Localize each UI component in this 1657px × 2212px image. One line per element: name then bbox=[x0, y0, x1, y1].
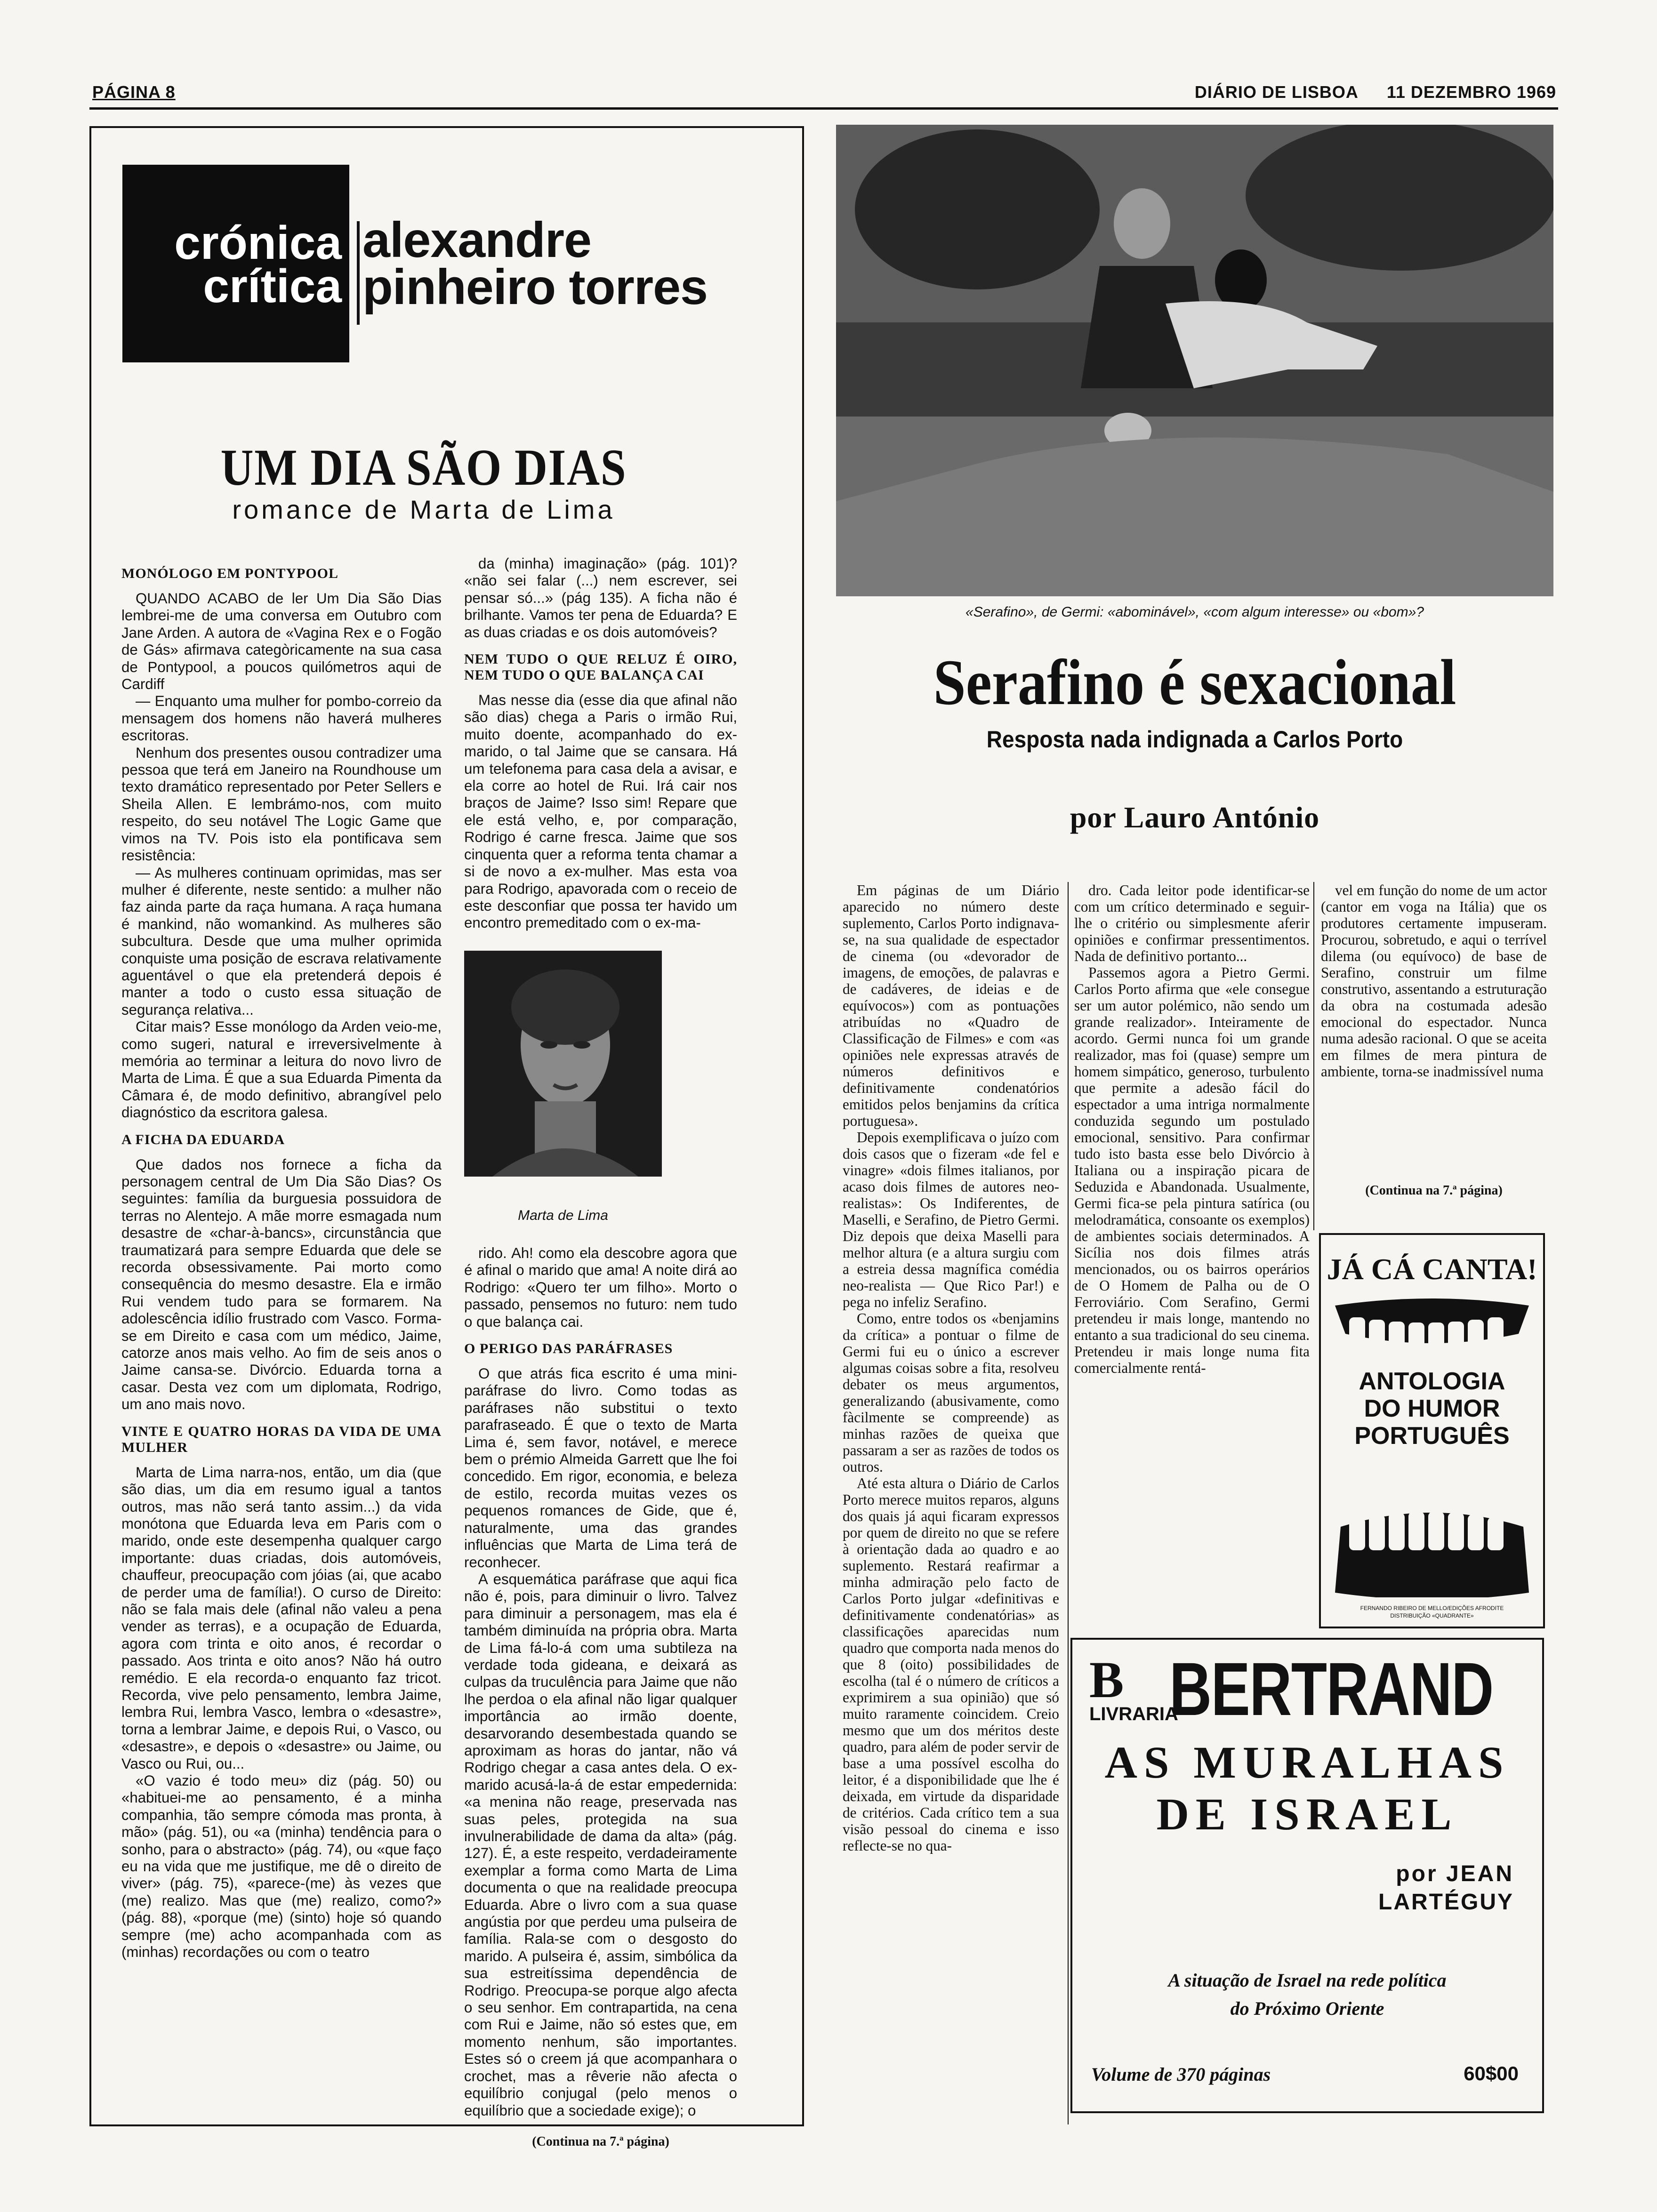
film-still-caption: «Serafino», de Germi: «abominável», «com algum interesse» ou «bom»? bbox=[965, 604, 1424, 620]
left-column-1 bbox=[121, 555, 442, 1961]
ad-distributor: DISTRIBUIÇÃO «QUADRANTE» bbox=[1390, 1612, 1474, 1619]
paragraph: Depois exemplificava o juízo com dois casos que o fizeram «de fel e vinagre» «dois filmes italianos, por acaso dois filmes de autores neo-realistas»: Os Indiferentes, de Maselli, e Serafino, de Pietro Germi. Diz depois que deixa Maselli para melhor altura (e a altura surgiu com a estreia dessa magnífica comédia neo-realista — Que Rico Par!) e pega no infeliz Serafino. bbox=[843, 1129, 1059, 1310]
ad-headline: JÁ CÁ CANTA! bbox=[1327, 1252, 1537, 1286]
bertrand-logo-mark: B bbox=[1089, 1651, 1124, 1708]
paragraph: Como, entre todos os «benjamins da crítica» a pontuar o filme de Germi fui eu o único a escrever algumas coisas sobre a fita, resolveu debater os meus argumentos, generalizando (abusivamente, como fàcilmente se compreende) as minhas razões de queixa que passaram a ser as razões de todos os outros. bbox=[843, 1310, 1059, 1475]
ad-fine-print bbox=[1321, 1604, 1543, 1619]
bertrand-brand: BERTRAND bbox=[1169, 1647, 1493, 1731]
newspaper-header bbox=[1195, 82, 1556, 102]
header-rule bbox=[89, 107, 1558, 110]
book-title-line-1: AS MURALHAS bbox=[1104, 1737, 1510, 1787]
review-column-3 bbox=[1321, 882, 1547, 1080]
section-heading: VINTE E QUATRO HORAS DA VIDA DE UMA MULHER bbox=[121, 1423, 442, 1455]
review-title: Serafino é sexacional bbox=[933, 646, 1456, 718]
left-column-2-bottom bbox=[464, 1245, 737, 2150]
review-subtitle: Resposta nada indignada a Carlos Porto bbox=[986, 726, 1403, 753]
teeth-bottom-icon bbox=[1330, 1499, 1534, 1597]
paragraph: O que atrás fica escrito é uma mini-paráfrase do livro. Como todas as paráfrases não substitui o texto parafraseado. É que o texto de Marta Lima é, sem favor, notável, e merece bem o prémio Almeida Garrett que lhe foi concedido. Em rigor, economia, e beleza de estilo, recorda muitas vezes os pequenos romances de Gide, que é, naturalmente, uma das grandes influências que Marta de Lima terá de reconhecer. bbox=[464, 1365, 737, 1571]
paragraph: QUANDO ACABO de ler Um Dia São Dias lembrei-me de uma conversa em Outubro com Jane Arden. A autora de «Vagina Rex e o Fogão de Gás» afirmava categòricamente na sua casa de Pontypool, a poucos quilómetros aqui de Cardiff bbox=[121, 590, 442, 693]
rubric-line-1: crónica bbox=[174, 216, 342, 269]
book-volume: Volume de 370 páginas bbox=[1091, 2064, 1271, 2085]
section-heading: NEM TUDO O QUE RELUZ É OIRO, NEM TUDO O QUE BALANÇA CAI bbox=[464, 651, 737, 683]
newspaper-name: DIÁRIO DE LISBOA bbox=[1194, 82, 1359, 102]
column-divider bbox=[1313, 882, 1314, 1230]
book-author-line-1: por JEAN bbox=[1396, 1861, 1514, 1886]
author-photo-caption: Marta de Lima bbox=[518, 1208, 608, 1223]
column-rubric bbox=[122, 165, 349, 362]
film-still-photo bbox=[836, 125, 1553, 596]
book-author-line-2: LARTÉGUY bbox=[1378, 1890, 1514, 1915]
review-column-2 bbox=[1074, 882, 1310, 1376]
left-column-2-top bbox=[464, 555, 737, 932]
section-heading: O PERIGO DAS PARÁFRASES bbox=[464, 1341, 673, 1357]
rubric-line-2: crítica bbox=[203, 260, 342, 313]
book-price: 60$00 bbox=[1464, 2062, 1519, 2084]
section-heading: MONÓLOGO EM PONTYPOOL bbox=[121, 566, 338, 581]
paragraph: Citar mais? Esse monólogo da Arden veio-me, como sugeri, natural e irreversivelmente à memória ao terminar a leitura do novo livro de Marta de Lima. É que a sua Eduarda Pimenta da Câmara é, de modo definitivo, abrangível pelo diagnóstico da escritora galesa. bbox=[121, 1018, 442, 1121]
continued-note: (Continua na 7.ª página) bbox=[532, 2134, 669, 2149]
paragraph: vel em função do nome de um actor (cantor em voga na Itália) que os produtores certamente impuseram. Procurou, sobretudo, e aqui o terrível dilema (ou equívoco) de base de Serafino, construir um filme construtivo, assentando a estruturação da obra na costumada adesão emocional do espectador. Nunca numa adesão racional. O que se aceita em filmes de mera pintura de ambiente, torna-se inadmissível numa bbox=[1321, 882, 1547, 1080]
article-title: UM DIA SÃO DIAS bbox=[220, 439, 627, 496]
ad-publisher: FERNANDO RIBEIRO DE MELLO/EDIÇÕES AFRODITE bbox=[1360, 1605, 1504, 1611]
review-continued-note: (Continua na 7.ª página) bbox=[1365, 1183, 1503, 1198]
ad-title-line: PORTUGUÊS bbox=[1354, 1422, 1510, 1450]
paragraph: Em páginas de um Diário aparecido no número deste suplemento, Carlos Porto indignava-se, na sua qualidade de espectador de cinema (ou «devorador de imagens, de emoções, de palavras e de cadáveres, de ideias e de equívocos») com as pontuações atribuídas no «Quadro de Classificação de Filmes» e com «as opiniões nele expressas através de números definitivos e definitivamente condenatórios emitidos pelos benjamins da crítica portuguesa». bbox=[843, 882, 1059, 1129]
paragraph: rido. Ah! como ela descobre agora que é afinal o marido que ama! A noite dirá ao Rodrigo: «Quero ter um filho». Morto o passado, pensemos no futuro: nem tudo o que balança cai. bbox=[464, 1245, 737, 1330]
paragraph: Até esta altura o Diário de Carlos Porto merece muitos reparos, alguns dos quais já aqui ficaram expressos por quem de direito no que se refere à orientação dada ao quadro e ao suplemento. Restará reafirmar a minha admiração pelo facto de Carlos Porto julgar «definitivas e definitivamente condenatórias» as classificações aparecidas num quadro que comporta nada menos do que 8 (oito) possibilidades de escolha (tal é o número de críticos a exprimirem a sua opinião) que só muito raramente coincidem. Creio mesmo que um dos méritos deste quadro, para além de poder servir de base a uma possível escolha do leitor, é a disponibilidade que lhe é deixada, em virtude da disparidade de critérios. Cada crítico tem a sua visão pessoal do cinema e isso reflecte-se no qua- bbox=[843, 1475, 1059, 1854]
paragraph: Que dados nos fornece a ficha da personagem central de Um Dia São Dias? Os seguintes: família da burguesia possuidora de terras no Alentejo. A mãe morre esmagada num desastre de «char-à-bancs», circunstância que traumatizará para sempre Eduarda que dele se recorda obsessivamente. Pai morto como consequência do mesmo desastre. Ela e irmão Rui vendem tudo para se formarem. Na adolescência idílio frustrado com Vasco. Forma-se em Direito e casa com um médico, Jaime, catorze anos mais velho. Ao fim de seis anos o Jaime cansa-se. Divórcio. Eduarda torna a casar. Desta vez com um diplomata, Rodrigo, um ano mais novo. bbox=[121, 1156, 442, 1413]
livraria-label: LIVRARIA bbox=[1089, 1704, 1178, 1724]
portrait-image bbox=[464, 951, 662, 1177]
review-byline: por Lauro António bbox=[1070, 801, 1320, 834]
author-divider bbox=[357, 221, 360, 325]
section-heading: A FICHA DA EDUARDA bbox=[121, 1131, 285, 1147]
humor-anthology-ad bbox=[1319, 1233, 1545, 1628]
column-divider bbox=[1068, 882, 1069, 2124]
page-number: PÁGINA 8 bbox=[92, 82, 176, 102]
paragraph: dro. Cada leitor pode identificar-se com um crítico determinado e seguir-lhe o critério ou simplesmente aferir opiniões e confirmar pressentimentos. Nada de definitivo portanto... bbox=[1074, 882, 1310, 964]
paragraph: A esquemática paráfrase que aqui fica não é, pois, para diminuir o livro. Talvez para diminuir a personagem, mas ela é também diminuída na própria obra. Marta de Lima fá-lo-á com uma subtileza na verdade toda gideana, e deixará as culpas da truculência para Jaime que não lhe perdoa o ela afinal não ligar qualquer importância ao irmão doente, desarvorando desembestada quando se aproximam as horas do jantar, não vá Rodrigo chegar a casa antes dela. O ex-marido acusá-la-á de estar empedernida: «a menina não reage, preservada nas suas peles, protegida na sua invulnerabilidade de dama da alta» (pág. 127). É, a este respeito, verdadeiramente exemplar a forma como Marta de Lima documenta o que na realidade preocupa Eduarda. Abre o livro com a sua quase angústia por que perdeu uma pulseira de família. Rala-se com o desgosto do marido. A pulseira é, assim, simbólica da sua estreitíssima dependência de Rodrigo. Preocupa-se porque algo afecta o seu senhor. Em contrapartida, na cena com Rui e Jaime, não só estes que, em momento nenhum, são importantes. Estes só o creem já que acompanhara o crochet, mas a rêverie não afecta o equilíbrio conjugal (pelo menos o equilíbrio que a sociedade exige); o bbox=[464, 1571, 737, 2119]
teeth-top-icon bbox=[1330, 1296, 1534, 1367]
paragraph: da (minha) imaginação» (pág. 101)? «não sei falar (...) nem escrever, sei pensar só...» (pág 135). A ficha não é brilhante. Vamos ter pena de Eduarda? E as duas criadas e os dois automóveis? bbox=[464, 555, 737, 641]
paragraph: «O vazio é todo meu» diz (pág. 50) ou «habituei-me ao pensamento, é a minha companhia, tão sempre cómoda mas pronta, à mão» (pág. 51), ou «a (minha) tendência para o sonho, para o abstracto» (pág. 74), ou «que faço eu na vida que me justifique, me dê o direito de viver» (pág. 75), «parece-(me) às vezes que (me) realizo. Mas que (me) realizo, como?» (pág. 88), «porque (me) (sinto) hoje só quando sempre (me) acho acompanhada com as (minhas) recordações ou com o teatro bbox=[121, 1772, 442, 1961]
ad-book-title bbox=[1321, 1368, 1543, 1450]
paragraph: Nenhum dos presentes ousou contradizer uma pessoa que terá em Janeiro na Roundhouse um texto dramático representado por Peter Sellers e Sheila Allen. E lembrámo-nos, com muito respeito, do seu notável The Logic Game que vimos na TV. Pois isto ela pontificava sem resistência: bbox=[121, 744, 442, 864]
paragraph: Marta de Lima narra-nos, então, um dia (que são dias, um dia em resumo igual a tantos outros, mas não será tanto assim...) da vida monótona que Eduarda leva em Paris com o marido, onde este desempenha qualquer cargo importante: duas criadas, dois automóveis, chauffeur, preocupação com jóias (ai, que acabo de perder uma de família!). O curso de Direito: não se fala mais dele (afinal não valeu a pena vender as terras), e a ocupação de Eduarda, agora com trinta e oito anos, é recordar o passado. Aos trinta e oito anos? Não há outro remédio. E ela recorda-o enquanto faz tricot. Recorda, vive pelo pensamento, lembra Jaime, lembra Rui, lembra Vasco, lembra o «desastre», torna a lembrar Jaime, e depois Rui, o Vasco, ou «desastre», e depois o «desastre» ou Jaime, ou Vasco ou Rui, ou... bbox=[121, 1464, 442, 1772]
book-description-line-2: do Próximo Oriente bbox=[1230, 1998, 1384, 2019]
film-still-image bbox=[836, 125, 1553, 596]
paragraph: — Enquanto uma mulher for pombo-correio da mensagem dos homens não haverá mulheres escritoras. bbox=[121, 693, 442, 744]
issue-date: 11 DEZEMBRO 1969 bbox=[1386, 82, 1556, 102]
author-photo bbox=[464, 951, 662, 1177]
author-line-2: pinheiro torres bbox=[362, 259, 708, 315]
ad-title-line: ANTOLOGIA bbox=[1359, 1368, 1505, 1395]
review-column-1 bbox=[843, 882, 1059, 1854]
book-title-line-2: DE ISRAEL bbox=[1156, 1789, 1458, 1839]
article-subtitle: romance de Marta de Lima bbox=[232, 495, 615, 524]
paragraph: — As mulheres continuam oprimidas, mas ser mulher é diferente, neste sentido: a mulher não faz ainda parte da raça humana. A raça humana é mankind, não womankind. As mulheres são subcultura. Desde que uma mulher oprimida conquiste uma posição de escrava relativamente aguentável o que ela pretenderá depois é manter a todo o custo essa situação de segurança relativa... bbox=[121, 864, 442, 1018]
ad-title-line: DO HUMOR bbox=[1364, 1395, 1500, 1422]
paragraph: Passemos agora a Pietro Germi. Carlos Porto afirma que «ele consegue ser um autor polémico, não sendo um grande realizador». Inteiramente de acordo. Germi nunca foi um grande realizador, mas foi (quase) sempre um homem simpático, generoso, turbulento que permite a adesão fácil do espectador a uma intriga normalmente conduzida segundo um postulado emocional, sensitivo. Para confirmar tudo isto basta esse belo Divórcio à Italiana ou a inspiração picara de Seduzida e Abandonada. Usualmente, Germi fica-se pela pintura satírica (ou melodramática, consoante os exemplos) de ambientes sociais determinados. A Sicília nos dois filmes atrás mencionados, ou os bairros operários de O Homem de Palha ou de O Ferroviário. Com Serafino, Germi pretendeu ir mais longe, mantendo no entanto a sua tradicional do seu cinema. Pretendeu ir mais longe numa fita comercialmente rentá- bbox=[1074, 964, 1310, 1376]
paragraph: Mas nesse dia (esse dia que afinal não são dias) chega a Paris o irmão Rui, muito doente, acompanhado do ex-marido, o tal Jaime que se cansara. Há um telefonema para casa dela a avisar, e ela corre ao hotel de Rui. Irá cair nos braços de Jaime? Isso sim! Repare que ele está velho, e, por comparação, Rodrigo é carne fresca. Jaime que sos cinquenta quer a reforma tenta chamar a si de novo a ex-mulher. Mas esta voa para Rodrigo, apavorada com o receio de este desconfiar que possa ter havido um encontro premeditado com o ex-ma- bbox=[464, 692, 737, 931]
author-name bbox=[362, 212, 708, 315]
book-description-line-1: A situação de Israel na rede política bbox=[1168, 1970, 1447, 1991]
bertrand-logo bbox=[1089, 1647, 1526, 1731]
author-line-1: alexandre bbox=[362, 212, 591, 268]
bertrand-book-ad bbox=[1070, 1638, 1544, 2113]
